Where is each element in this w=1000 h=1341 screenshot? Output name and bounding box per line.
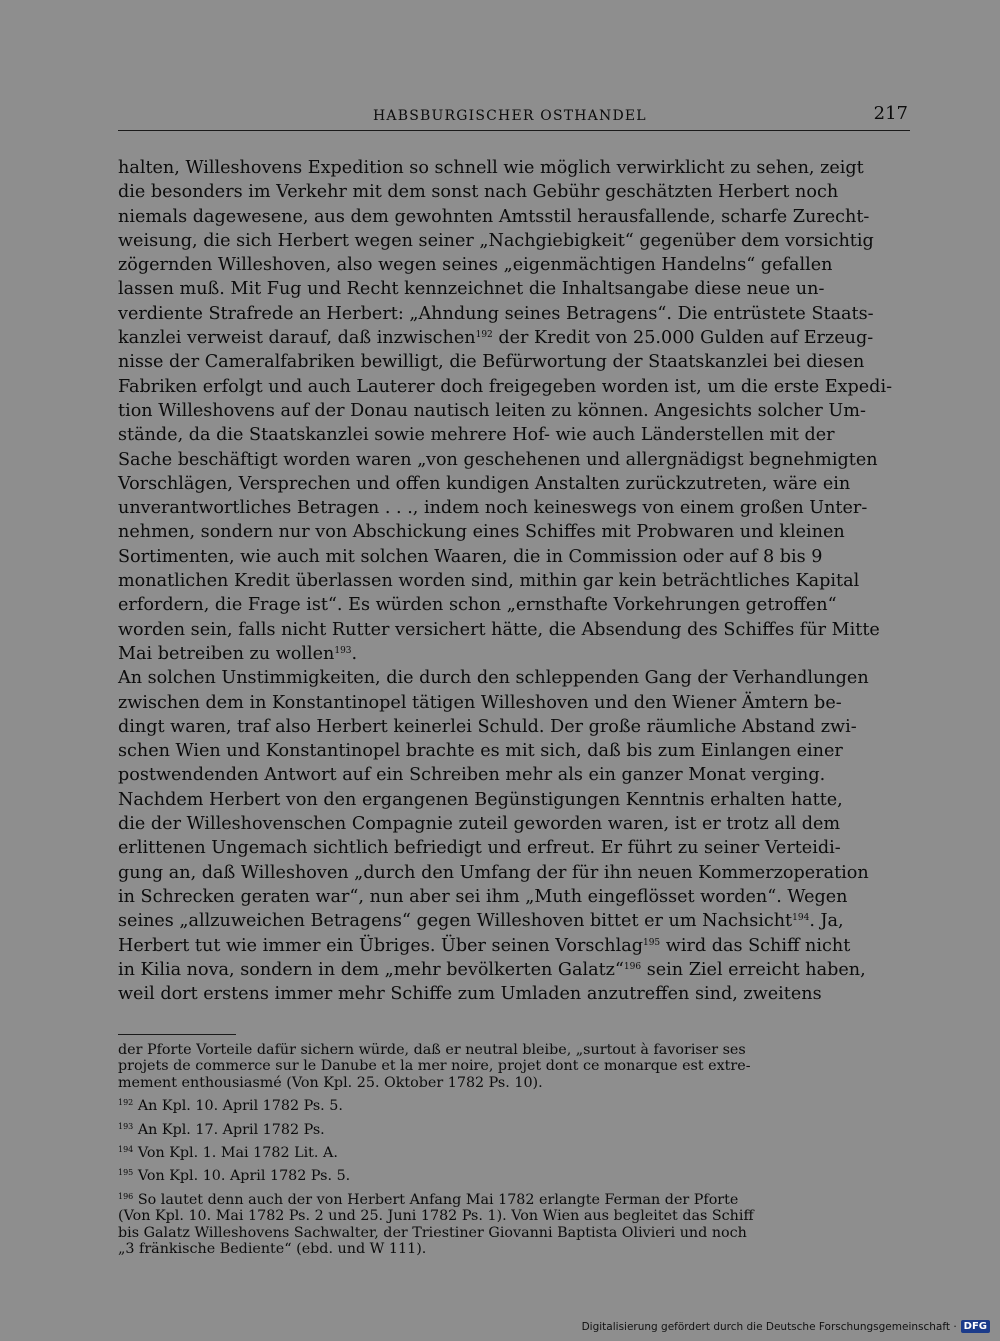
body-line: monatlichen Kredit überlassen worden sind, mithin gar kein beträchtliches Kapital <box>118 571 860 592</box>
body-text <box>118 156 910 1006</box>
footnote-line <box>118 1192 910 1208</box>
body-line: worden sein, falls nicht Rutter versichert hätte, die Absendung des Schiffes für Mitte <box>118 619 880 640</box>
footnote-ref: 192 <box>475 330 493 341</box>
body-line: stände, da die Staatskanzlei sowie mehrere Hof- wie auch Länderstellen mit der <box>118 425 835 446</box>
footnote-text: bis Galatz Willeshovens Sachwalter, der Triestiner Giovanni Baptista Olivieri und noch <box>118 1224 747 1241</box>
body-line: nisse der Cameralfabriken bewilligt, die Befürwortung der Staatskanzlei bei diesen <box>118 352 865 373</box>
body-line: die besonders im Verkehr mit dem sonst nach Gebühr geschätzten Herbert noch <box>118 182 839 203</box>
footnote-ref: 194 <box>792 913 810 924</box>
digitization-credit <box>582 1320 990 1333</box>
footnote-ref: 196 <box>623 961 642 972</box>
footnote-line <box>118 1241 910 1257</box>
footnote-line <box>118 1145 910 1161</box>
body-line: postwendenden Antwort auf ein Schreiben mehr als ein ganzer Monat verging. <box>118 765 826 786</box>
body-line: zwischen dem in Konstantinopel tätigen Willeshoven und den Wiener Ämtern be- <box>118 692 842 713</box>
body-line <box>118 642 910 666</box>
footnote-line <box>118 1168 910 1184</box>
footnote-number: 194 <box>118 1145 134 1155</box>
body-line: An solchen Unstimmigkeiten, die durch den schleppenden Gang der Verhandlungen <box>118 668 869 689</box>
line-text: Herbert tut wie immer ein Übriges. Über seinen Vorschlag <box>118 935 643 956</box>
body-line: erlittenen Ungemach sichtlich befriedigt und erfreut. Er führt zu seiner Verteidi- <box>118 838 841 859</box>
body-line <box>118 934 910 958</box>
footnote-line <box>118 1225 910 1241</box>
body-line <box>118 326 910 350</box>
line-text: kanzlei verweist darauf, daß inzwischen <box>118 328 476 349</box>
footnotes <box>118 1042 910 1257</box>
line-text: Mai betreiben zu wollen <box>118 643 335 664</box>
body-line: weisung, die sich Herbert wegen seiner „Nachgiebigkeit“ gegenüber dem vorsichtig <box>118 230 874 251</box>
footnote-line: der Pforte Vorteile dafür sichern würde, daß er neutral bleibe, „surtout à favoriser ses <box>118 1042 746 1058</box>
body-line: dingt waren, traf also Herbert keinerlei Schuld. Der große räumliche Abstand zwi- <box>118 716 857 737</box>
body-line: tion Willeshovens auf der Donau nautisch leiten zu können. Angesichts solcher Um- <box>118 400 866 421</box>
body-line: in Schrecken geraten war“, nun aber sei ihm „Muth eingeflösset worden“. Wegen <box>118 886 848 907</box>
line-text: der Kredit von 25.000 Gulden auf Erzeug- <box>492 328 874 349</box>
footnote-list <box>118 1091 910 1257</box>
body-line: zögernden Willeshoven, also wegen seines „eigenmächtigen Handelns“ gefallen <box>118 255 833 276</box>
line-text: in Kilia nova, sondern in dem „mehr bevölkerten Galatz“ <box>118 959 624 980</box>
running-head <box>118 100 910 131</box>
body-line: halten, Willeshovens Expedition so schnell wie möglich verwirklicht zu sehen, zeigt <box>118 158 864 178</box>
line-text: sein Ziel erreicht haben, <box>641 959 866 980</box>
footnote-text: An Kpl. 10. April 1782 Ps. 5. <box>137 1098 343 1115</box>
credit-text: Digitalisierung gefördert durch die Deutsche Forschungsgemeinschaft · <box>581 1320 957 1333</box>
footnote-text: „3 fränkische Bediente“ (ebd. und W 111). <box>118 1241 427 1258</box>
footnote-line <box>118 1122 910 1138</box>
body-line: Vorschlägen, Versprechen und offen kundigen Anstalten zurückzutreten, wäre ein <box>118 473 851 494</box>
footnote-number: 195 <box>118 1168 134 1178</box>
line-text: . <box>351 643 358 664</box>
body-line: schen Wien und Konstantinopel brachte es mit sich, daß bis zum Einlangen einer <box>118 741 843 762</box>
line-text: . Ja, <box>809 911 844 932</box>
footnote-rule <box>118 1034 236 1035</box>
line-text: seines „allzuweichen Betragens“ gegen Willeshoven bittet er um Nachsicht <box>118 911 793 932</box>
dfg-logo: DFG <box>961 1320 990 1333</box>
footnote-line: mement enthousiasmé (Von Kpl. 25. Oktober 1782 Ps. 10). <box>118 1074 543 1091</box>
body-line: die der Willeshovenschen Compagnie zuteil geworden waren, ist er trotz all dem <box>118 814 841 835</box>
body-line: weil dort erstens immer mehr Schiffe zum Umladen anzutreffen sind, zweitens <box>118 984 822 1005</box>
body-line <box>118 958 910 982</box>
page-number: 217 <box>873 103 908 124</box>
body-line: Nachdem Herbert von den ergangenen Begünstigungen Kenntnis erhalten hatte, <box>118 789 843 810</box>
line-text: wird das Schiff nicht <box>660 935 851 956</box>
footnote-line <box>118 1208 910 1224</box>
footnote-text: An Kpl. 17. April 1782 Ps. <box>137 1121 325 1138</box>
footnote-text: So lautet denn auch der von Herbert Anfang Mai 1782 erlangte Ferman der Pforte <box>137 1191 739 1208</box>
body-line <box>118 909 910 933</box>
footnote-text: Von Kpl. 10. April 1782 Ps. 5. <box>137 1168 351 1185</box>
running-title: HABSBURGISCHER OSTHANDEL <box>373 108 647 124</box>
footnote-text: (Von Kpl. 10. Mai 1782 Ps. 2 und 25. Juni 1782 Ps. 1). Von Wien aus begleitet das Schiff <box>118 1208 754 1225</box>
body-line: gung an, daß Willeshoven „durch den Umfang der für ihn neuen Kommerzoperation <box>118 862 869 883</box>
body-line: erfordern, die Frage ist“. Es würden schon „ernsthafte Vorkehrungen getroffen“ <box>118 595 837 616</box>
body-line: niemals dagewesene, aus dem gewohnten Amtsstil herausfallende, scharfe Zurecht- <box>118 206 870 227</box>
footnote-ref: 195 <box>642 937 661 948</box>
footnote-number: 196 <box>118 1191 134 1201</box>
body-line: nehmen, sondern nur von Abschickung eines Schiffes mit Probwaren und kleinen <box>118 522 845 543</box>
body-line: Sache beschäftigt worden waren „von geschehenen und allergnädigst begnehmigten <box>118 449 878 470</box>
footnote-continuation <box>118 1042 910 1091</box>
body-line: Fabriken erfolgt und auch Lauterer doch freigegeben worden ist, um die erste Expedi- <box>118 376 893 397</box>
body-line: Sortimenten, wie auch mit solchen Waaren, die in Commission oder auf 8 bis 9 <box>118 546 823 567</box>
footnote-number: 193 <box>118 1121 134 1131</box>
footnote-ref: 193 <box>334 645 352 656</box>
body-line: unverantwortliches Betragen . . ., indem noch keineswegs von einem großen Unter- <box>118 498 868 519</box>
footnote-text: Von Kpl. 1. Mai 1782 Lit. A. <box>137 1145 338 1162</box>
body-line: lassen muß. Mit Fug und Recht kennzeichnet die Inhaltsangabe diese neue un- <box>118 279 825 300</box>
footnote-line: projets de commerce sur le Danube et la mer noire, projet dont ce monarque est extre- <box>118 1058 751 1075</box>
footnote-number: 192 <box>118 1098 134 1108</box>
body-line: verdiente Strafrede an Herbert: „Ahndung seines Betragens“. Die entrüstete Staats- <box>118 303 874 324</box>
footnote-line <box>118 1098 910 1114</box>
